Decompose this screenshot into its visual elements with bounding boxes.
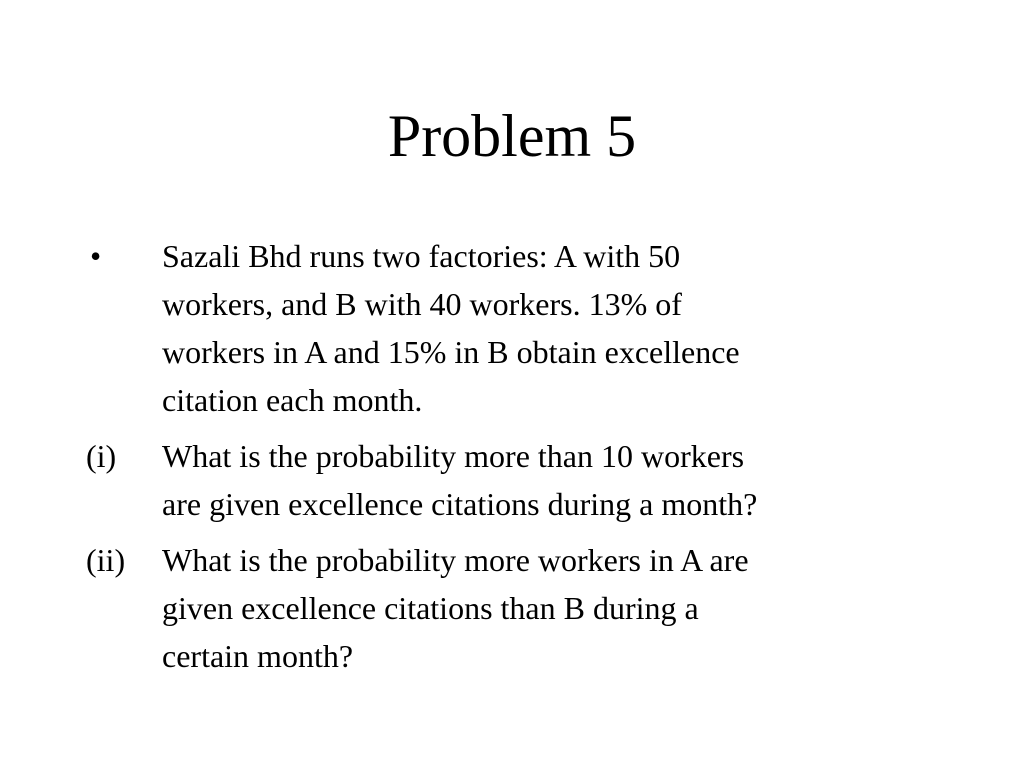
text-line: given excellence citations than B during a: [162, 590, 699, 626]
list-item-question-ii: [86, 536, 926, 680]
question-ii-text: [162, 536, 926, 680]
question-marker: (ii): [86, 542, 126, 578]
text-line: workers, and B with 40 workers. 13% of: [162, 286, 682, 322]
list-item-intro: [86, 232, 926, 424]
text-line: What is the probability more than 10 workers: [162, 438, 745, 474]
question-marker: (i): [86, 438, 117, 474]
text-line: certain month?: [162, 638, 354, 674]
text-line: workers in A and 15% in B obtain excellence: [162, 334, 740, 370]
intro-text: [162, 232, 926, 424]
slide-body: [86, 232, 926, 688]
text-line: citation each month.: [162, 382, 423, 418]
text-line: are given excellence citations during a month?: [162, 486, 758, 522]
text-line: What is the probability more workers in A are: [162, 542, 749, 578]
bullet-marker: •: [90, 238, 102, 274]
list-item-question-i: [86, 432, 926, 528]
question-i-text: [162, 432, 926, 528]
text-line: Sazali Bhd runs two factories: A with 50: [162, 238, 681, 274]
slide-title: Problem 5: [387, 103, 637, 169]
